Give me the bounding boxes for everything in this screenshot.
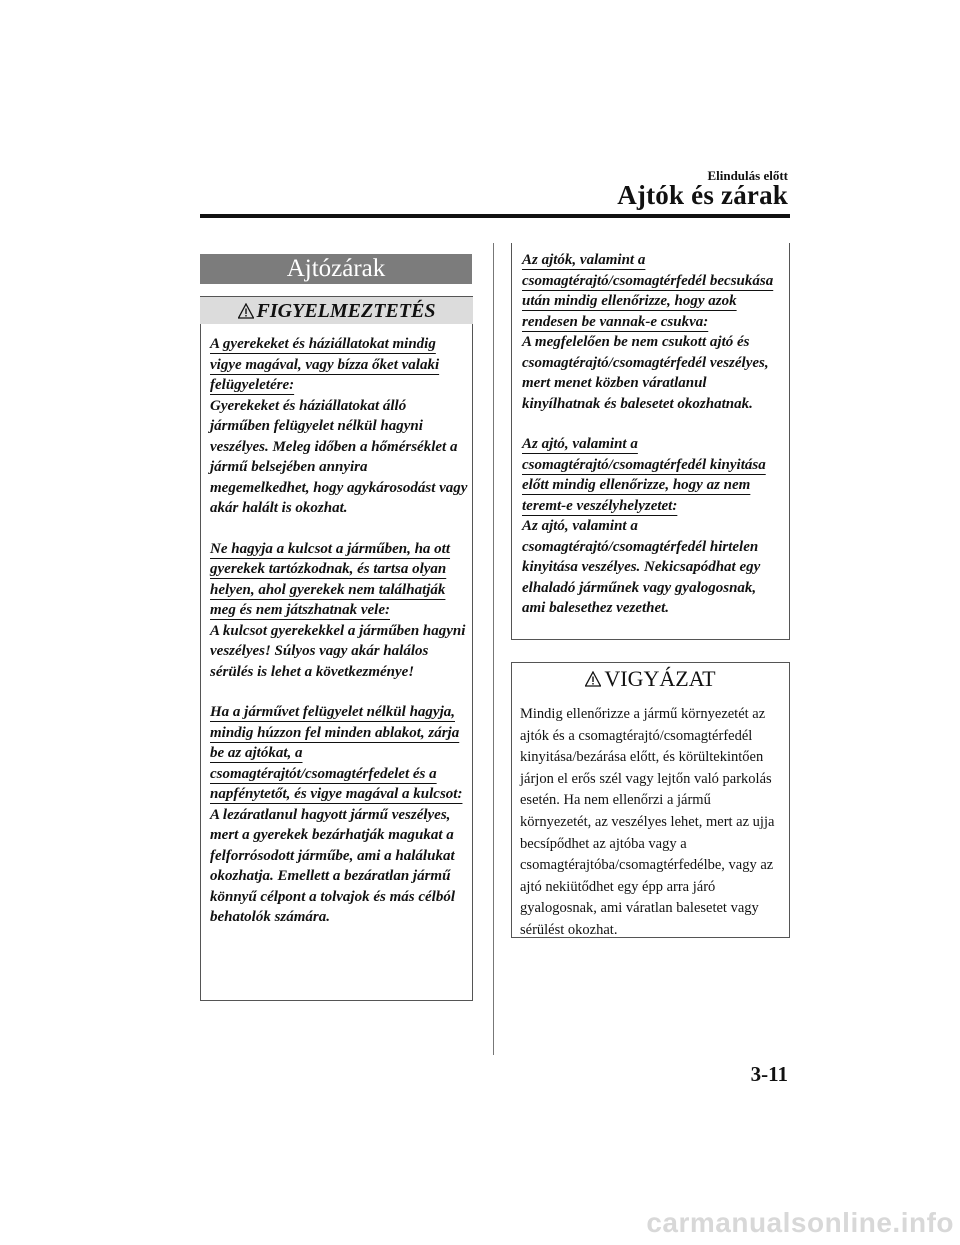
warning-heading: Az ajtó, valamint a csomagtérajtó/csomagtérfedél kinyitása előtt mindig ellenőrizze, hogy az nem teremt-e veszélyhelyzetet: <box>522 436 766 514</box>
caution-text: Mindig ellenőrizze a jármű környezetét az ajtók és a csomagtérajtó/csomagtérfedél kinyitása/bezárása előtt, és körültekintően járjon el erős szél vagy lejtőn való parkolás esetén. Ha nem ellenőrzi a jármű környezetét, az veszélyes lehet, mert az ujja becsípődhet az ajtóba vagy a csomagtérajtóba/csomagtérfedélbe, vagy az ajtó nekiütődhet egy épp arra járó gyalogosnak, ami váratlan balesetet vagy sérülést okozhat. <box>520 706 775 938</box>
column-divider <box>493 243 494 1055</box>
warning-paragraph <box>210 539 468 683</box>
page-number: 3-11 <box>750 1062 788 1086</box>
warning-label: FIGYELMEZTETÉS <box>256 300 436 322</box>
warning-paragraph <box>522 434 780 619</box>
header-divider <box>200 214 790 218</box>
warning-text: Az ajtó, valamint a csomagtérajtó/csomagtérfedél hirtelen kinyitása veszélyes. Nekicsapódhat egy elhaladó járműnek vagy gyalogosnak, ami balesethez vezethet. <box>522 518 761 616</box>
warning-header <box>200 296 473 324</box>
caution-label: VIGYÁZAT <box>604 666 716 691</box>
warning-text: A megfelelően be nem csukott ajtó és csomagtérajtó/csomagtérfedél veszélyes, mert menet közben váratlanul kinyílhatnak és balesetet okozhatnak. <box>522 334 769 412</box>
warning-triangle-icon <box>238 303 254 319</box>
watermark: carmanualsonline.info <box>646 1207 954 1238</box>
page-title: Ajtók és zárak <box>617 180 788 210</box>
warning-paragraph <box>210 702 468 928</box>
warning-text: Gyerekeket és háziállatokat álló járműben felügyelet nélkül hagyni veszélyes. Meleg időben a hőmérséklet a jármű belsejében annyira megemelkedhet, hogy agykárosodást vagy akár halált is okozhat. <box>210 397 468 516</box>
caution-triangle-icon <box>585 671 601 687</box>
warning-heading: A gyerekeket és háziállatokat mindig vigye magával, vagy bízza őket valaki felügyeletére: <box>210 336 440 393</box>
warning-text: A lezáratlanul hagyott jármű veszélyes, mert a gyerekek bezárhatják magukat a felforrósodott járműbe, ami a halálukat okozhatja. Emellett a bezáratlan jármű könnyű célpont a tolvajok és más célból behatolók számára. <box>210 806 455 925</box>
section-title: Ajtózárak <box>200 254 472 284</box>
warning-heading: Ha a járművet felügyelet nélkül hagyja, mindig húzzon fel minden ablakot, zárja be az ajtókat, a csomagtérajtót/csomagtérfedelet és a napfénytetőt, és vigye magával a kulcsot: <box>210 704 463 802</box>
warning-continued-body <box>522 250 780 639</box>
chapter-label: Elindulás előtt <box>707 168 788 183</box>
warning-heading: Ne hagyja a kulcsot a járműben, ha ott gyerekek tartózkodnak, és tartsa olyan helyen, ahol gyerekek nem találhatják meg és nem játszhatnak vele: <box>210 540 451 618</box>
warning-paragraph <box>522 250 780 414</box>
caution-header <box>511 662 790 694</box>
warning-text: A kulcsot gyerekekkel a járműben hagyni veszélyes! Súlyos vagy akár halálos sérülés is lehet a következménye! <box>210 622 466 680</box>
warning-body <box>210 334 468 948</box>
warning-paragraph <box>210 334 468 519</box>
warning-heading: Az ajtók, valamint a csomagtérajtó/csomagtérfedél becsukása után mindig ellenőrizze, hogy azok rendesen be vannak-e csukva: <box>522 252 774 330</box>
